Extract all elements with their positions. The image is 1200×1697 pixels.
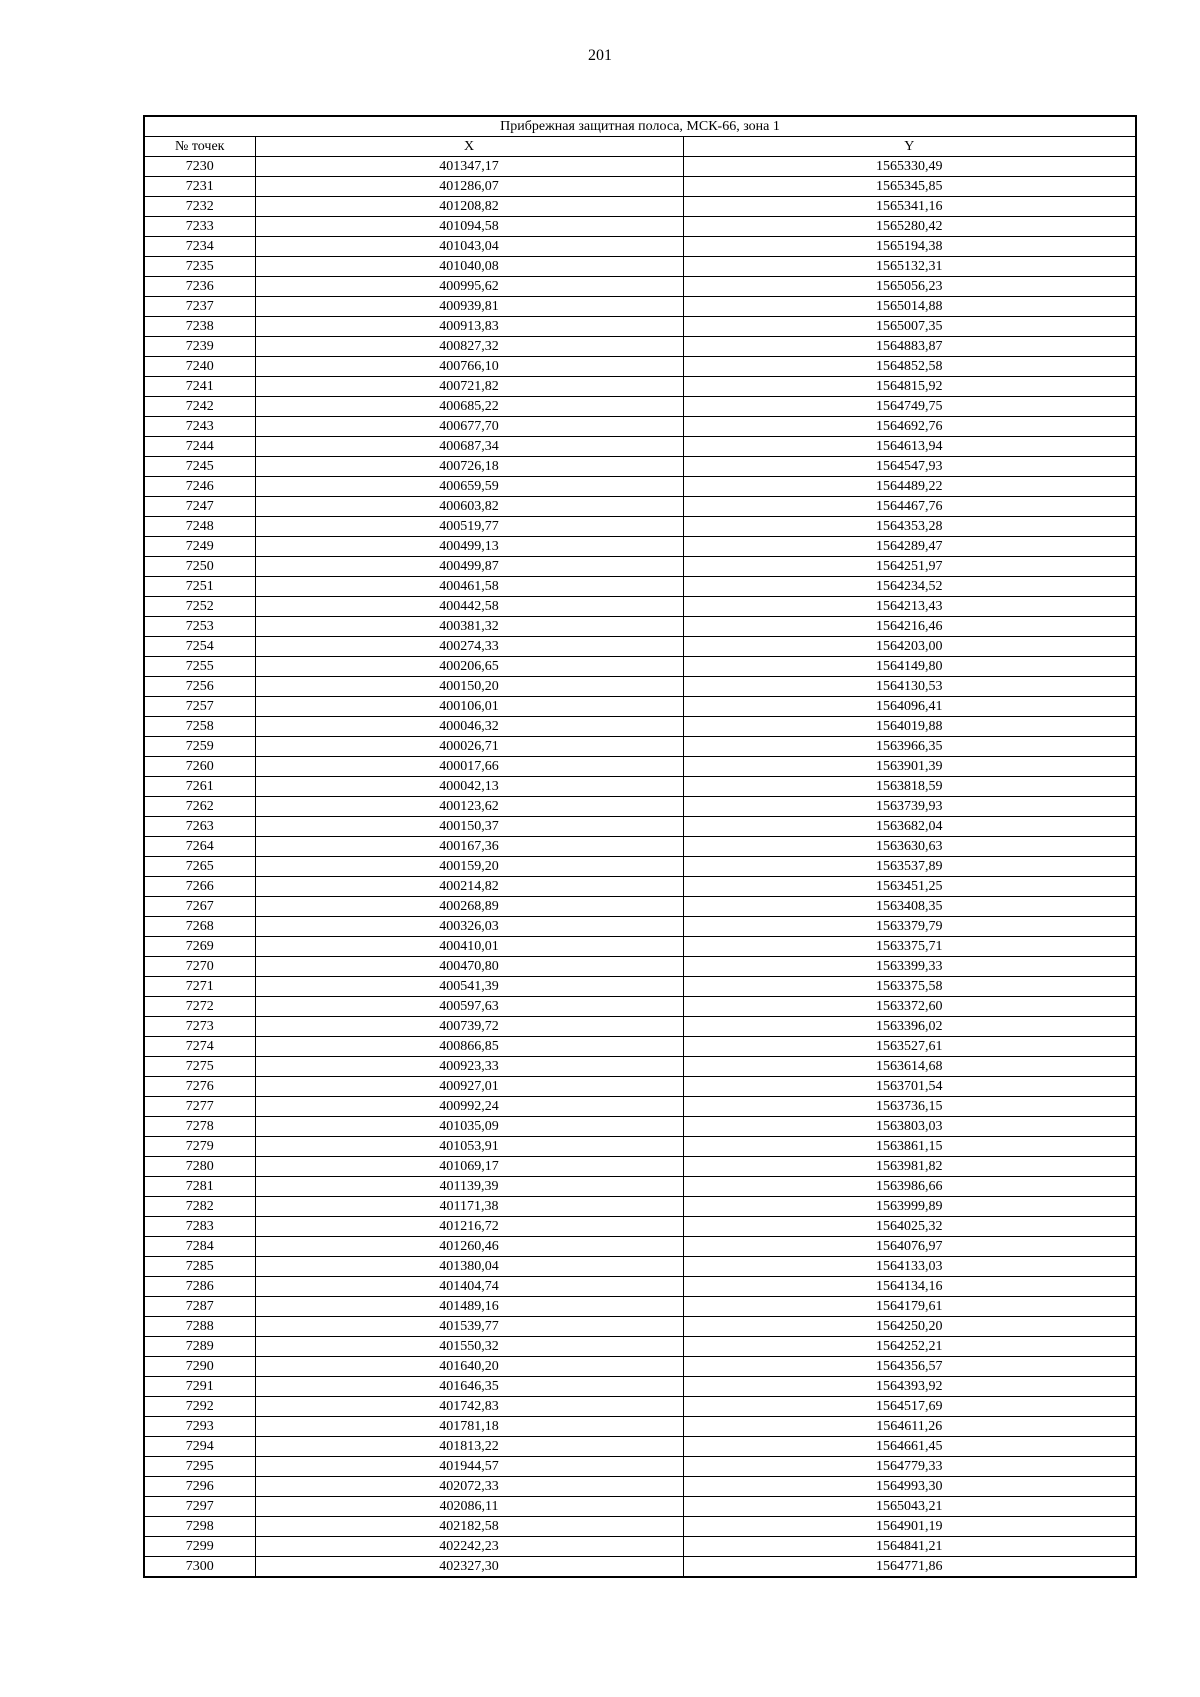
y-cell: 1563901,39 bbox=[683, 757, 1136, 777]
y-cell: 1563701,54 bbox=[683, 1077, 1136, 1097]
table-row bbox=[144, 917, 1136, 937]
x-cell: 401040,08 bbox=[255, 257, 683, 277]
point-number-cell: 7284 bbox=[144, 1237, 255, 1257]
y-cell: 1564611,26 bbox=[683, 1417, 1136, 1437]
y-cell: 1564179,61 bbox=[683, 1297, 1136, 1317]
x-cell: 400442,58 bbox=[255, 597, 683, 617]
x-cell: 401208,82 bbox=[255, 197, 683, 217]
point-number-cell: 7288 bbox=[144, 1317, 255, 1337]
point-number-cell: 7289 bbox=[144, 1337, 255, 1357]
table-row bbox=[144, 1217, 1136, 1237]
x-cell: 400923,33 bbox=[255, 1057, 683, 1077]
x-cell: 400721,82 bbox=[255, 377, 683, 397]
table-row bbox=[144, 897, 1136, 917]
x-cell: 400106,01 bbox=[255, 697, 683, 717]
point-number-cell: 7281 bbox=[144, 1177, 255, 1197]
point-number-cell: 7247 bbox=[144, 497, 255, 517]
table-row bbox=[144, 597, 1136, 617]
x-cell: 400268,89 bbox=[255, 897, 683, 917]
x-cell: 401489,16 bbox=[255, 1297, 683, 1317]
point-number-cell: 7285 bbox=[144, 1257, 255, 1277]
point-number-cell: 7231 bbox=[144, 177, 255, 197]
table-row bbox=[144, 1537, 1136, 1557]
x-cell: 400677,70 bbox=[255, 417, 683, 437]
point-number-cell: 7237 bbox=[144, 297, 255, 317]
y-cell: 1563630,63 bbox=[683, 837, 1136, 857]
x-cell: 400123,62 bbox=[255, 797, 683, 817]
y-cell: 1563739,93 bbox=[683, 797, 1136, 817]
table-row bbox=[144, 537, 1136, 557]
point-number-cell: 7252 bbox=[144, 597, 255, 617]
table-row bbox=[144, 457, 1136, 477]
table-row bbox=[144, 417, 1136, 437]
table-row bbox=[144, 1457, 1136, 1477]
x-cell: 400866,85 bbox=[255, 1037, 683, 1057]
point-number-cell: 7273 bbox=[144, 1017, 255, 1037]
y-cell: 1564251,97 bbox=[683, 557, 1136, 577]
table-row bbox=[144, 1197, 1136, 1217]
table-row bbox=[144, 477, 1136, 497]
x-cell: 400992,24 bbox=[255, 1097, 683, 1117]
x-cell: 400739,72 bbox=[255, 1017, 683, 1037]
table-row bbox=[144, 977, 1136, 997]
table-row bbox=[144, 757, 1136, 777]
x-cell: 402327,30 bbox=[255, 1557, 683, 1578]
y-cell: 1564149,80 bbox=[683, 657, 1136, 677]
table-body bbox=[144, 157, 1136, 1578]
coordinates-table bbox=[143, 115, 1137, 1578]
table-row bbox=[144, 1497, 1136, 1517]
table-row bbox=[144, 157, 1136, 177]
y-cell: 1564613,94 bbox=[683, 437, 1136, 457]
y-cell: 1564547,93 bbox=[683, 457, 1136, 477]
point-number-cell: 7275 bbox=[144, 1057, 255, 1077]
table-row bbox=[144, 837, 1136, 857]
point-number-cell: 7287 bbox=[144, 1297, 255, 1317]
y-cell: 1564393,92 bbox=[683, 1377, 1136, 1397]
x-cell: 401550,32 bbox=[255, 1337, 683, 1357]
y-cell: 1565194,38 bbox=[683, 237, 1136, 257]
table-row bbox=[144, 957, 1136, 977]
point-number-cell: 7244 bbox=[144, 437, 255, 457]
point-number-cell: 7253 bbox=[144, 617, 255, 637]
y-cell: 1564692,76 bbox=[683, 417, 1136, 437]
y-cell: 1563999,89 bbox=[683, 1197, 1136, 1217]
x-cell: 400381,32 bbox=[255, 617, 683, 637]
table-row bbox=[144, 1177, 1136, 1197]
x-cell: 401260,46 bbox=[255, 1237, 683, 1257]
x-cell: 400026,71 bbox=[255, 737, 683, 757]
x-cell: 401139,39 bbox=[255, 1177, 683, 1197]
table-row bbox=[144, 1057, 1136, 1077]
table-row bbox=[144, 1517, 1136, 1537]
table-row bbox=[144, 437, 1136, 457]
table-row bbox=[144, 697, 1136, 717]
point-number-cell: 7267 bbox=[144, 897, 255, 917]
x-cell: 400995,62 bbox=[255, 277, 683, 297]
table-row bbox=[144, 857, 1136, 877]
x-cell: 401404,74 bbox=[255, 1277, 683, 1297]
y-cell: 1563981,82 bbox=[683, 1157, 1136, 1177]
table-row bbox=[144, 717, 1136, 737]
y-cell: 1564467,76 bbox=[683, 497, 1136, 517]
point-number-cell: 7274 bbox=[144, 1037, 255, 1057]
point-number-cell: 7283 bbox=[144, 1217, 255, 1237]
x-cell: 400017,66 bbox=[255, 757, 683, 777]
y-cell: 1564096,41 bbox=[683, 697, 1136, 717]
x-cell: 400519,77 bbox=[255, 517, 683, 537]
x-cell: 401171,38 bbox=[255, 1197, 683, 1217]
table-row bbox=[144, 1017, 1136, 1037]
point-number-cell: 7232 bbox=[144, 197, 255, 217]
x-cell: 400726,18 bbox=[255, 457, 683, 477]
x-cell: 400042,13 bbox=[255, 777, 683, 797]
point-number-cell: 7286 bbox=[144, 1277, 255, 1297]
y-cell: 1564841,21 bbox=[683, 1537, 1136, 1557]
x-cell: 401781,18 bbox=[255, 1417, 683, 1437]
y-cell: 1564213,43 bbox=[683, 597, 1136, 617]
point-number-cell: 7295 bbox=[144, 1457, 255, 1477]
x-cell: 400603,82 bbox=[255, 497, 683, 517]
y-cell: 1564852,58 bbox=[683, 357, 1136, 377]
point-number-cell: 7290 bbox=[144, 1357, 255, 1377]
point-number-cell: 7299 bbox=[144, 1537, 255, 1557]
point-number-cell: 7242 bbox=[144, 397, 255, 417]
point-number-cell: 7300 bbox=[144, 1557, 255, 1578]
point-number-cell: 7265 bbox=[144, 857, 255, 877]
point-number-cell: 7280 bbox=[144, 1157, 255, 1177]
table-row bbox=[144, 617, 1136, 637]
table-row bbox=[144, 1417, 1136, 1437]
point-number-cell: 7255 bbox=[144, 657, 255, 677]
table-row bbox=[144, 1317, 1136, 1337]
y-cell: 1564815,92 bbox=[683, 377, 1136, 397]
y-cell: 1564901,19 bbox=[683, 1517, 1136, 1537]
point-number-cell: 7236 bbox=[144, 277, 255, 297]
x-cell: 400597,63 bbox=[255, 997, 683, 1017]
y-cell: 1565014,88 bbox=[683, 297, 1136, 317]
x-cell: 400410,01 bbox=[255, 937, 683, 957]
table-row bbox=[144, 237, 1136, 257]
table-row bbox=[144, 377, 1136, 397]
table-row bbox=[144, 1557, 1136, 1578]
point-number-cell: 7257 bbox=[144, 697, 255, 717]
table-row bbox=[144, 817, 1136, 837]
table-row bbox=[144, 777, 1136, 797]
y-cell: 1563396,02 bbox=[683, 1017, 1136, 1037]
point-number-cell: 7254 bbox=[144, 637, 255, 657]
y-cell: 1563451,25 bbox=[683, 877, 1136, 897]
point-number-cell: 7250 bbox=[144, 557, 255, 577]
x-cell: 400150,20 bbox=[255, 677, 683, 697]
x-cell: 401539,77 bbox=[255, 1317, 683, 1337]
table-row bbox=[144, 1337, 1136, 1357]
table-row bbox=[144, 657, 1136, 677]
x-cell: 400159,20 bbox=[255, 857, 683, 877]
x-cell: 400541,39 bbox=[255, 977, 683, 997]
y-cell: 1564025,32 bbox=[683, 1217, 1136, 1237]
x-cell: 400470,80 bbox=[255, 957, 683, 977]
y-cell: 1564134,16 bbox=[683, 1277, 1136, 1297]
point-number-cell: 7261 bbox=[144, 777, 255, 797]
x-cell: 401094,58 bbox=[255, 217, 683, 237]
point-number-cell: 7282 bbox=[144, 1197, 255, 1217]
point-number-cell: 7249 bbox=[144, 537, 255, 557]
x-cell: 402182,58 bbox=[255, 1517, 683, 1537]
y-cell: 1564993,30 bbox=[683, 1477, 1136, 1497]
table-row bbox=[144, 997, 1136, 1017]
point-number-cell: 7239 bbox=[144, 337, 255, 357]
table-row bbox=[144, 557, 1136, 577]
y-cell: 1565280,42 bbox=[683, 217, 1136, 237]
y-cell: 1565056,23 bbox=[683, 277, 1136, 297]
table-row bbox=[144, 1377, 1136, 1397]
table-row bbox=[144, 1077, 1136, 1097]
point-number-cell: 7276 bbox=[144, 1077, 255, 1097]
y-cell: 1564749,75 bbox=[683, 397, 1136, 417]
y-cell: 1563682,04 bbox=[683, 817, 1136, 837]
table-row bbox=[144, 737, 1136, 757]
table-row bbox=[144, 1397, 1136, 1417]
point-number-cell: 7271 bbox=[144, 977, 255, 997]
x-cell: 400214,82 bbox=[255, 877, 683, 897]
table-row bbox=[144, 1097, 1136, 1117]
table-row bbox=[144, 1297, 1136, 1317]
y-cell: 1564252,21 bbox=[683, 1337, 1136, 1357]
y-cell: 1564356,57 bbox=[683, 1357, 1136, 1377]
table-row bbox=[144, 257, 1136, 277]
point-number-cell: 7248 bbox=[144, 517, 255, 537]
y-cell: 1563861,15 bbox=[683, 1137, 1136, 1157]
y-cell: 1563818,59 bbox=[683, 777, 1136, 797]
y-cell: 1565345,85 bbox=[683, 177, 1136, 197]
x-cell: 401286,07 bbox=[255, 177, 683, 197]
y-cell: 1563614,68 bbox=[683, 1057, 1136, 1077]
table-row bbox=[144, 677, 1136, 697]
point-number-cell: 7233 bbox=[144, 217, 255, 237]
point-number-cell: 7245 bbox=[144, 457, 255, 477]
y-cell: 1565007,35 bbox=[683, 317, 1136, 337]
point-number-cell: 7292 bbox=[144, 1397, 255, 1417]
y-cell: 1564353,28 bbox=[683, 517, 1136, 537]
x-cell: 401216,72 bbox=[255, 1217, 683, 1237]
x-cell: 400913,83 bbox=[255, 317, 683, 337]
x-cell: 400927,01 bbox=[255, 1077, 683, 1097]
point-number-cell: 7268 bbox=[144, 917, 255, 937]
x-cell: 401742,83 bbox=[255, 1397, 683, 1417]
header-y: Y bbox=[683, 137, 1136, 157]
y-cell: 1563803,03 bbox=[683, 1117, 1136, 1137]
point-number-cell: 7230 bbox=[144, 157, 255, 177]
y-cell: 1563399,33 bbox=[683, 957, 1136, 977]
point-number-cell: 7240 bbox=[144, 357, 255, 377]
x-cell: 401035,09 bbox=[255, 1117, 683, 1137]
x-cell: 400659,59 bbox=[255, 477, 683, 497]
x-cell: 402086,11 bbox=[255, 1497, 683, 1517]
point-number-cell: 7241 bbox=[144, 377, 255, 397]
y-cell: 1564133,03 bbox=[683, 1257, 1136, 1277]
table-row bbox=[144, 1137, 1136, 1157]
table-row bbox=[144, 1237, 1136, 1257]
y-cell: 1564130,53 bbox=[683, 677, 1136, 697]
x-cell: 402242,23 bbox=[255, 1537, 683, 1557]
x-cell: 401069,17 bbox=[255, 1157, 683, 1177]
x-cell: 401944,57 bbox=[255, 1457, 683, 1477]
point-number-cell: 7269 bbox=[144, 937, 255, 957]
table-row bbox=[144, 1477, 1136, 1497]
table-row bbox=[144, 1257, 1136, 1277]
point-number-cell: 7259 bbox=[144, 737, 255, 757]
y-cell: 1564216,46 bbox=[683, 617, 1136, 637]
x-cell: 401043,04 bbox=[255, 237, 683, 257]
x-cell: 401813,22 bbox=[255, 1437, 683, 1457]
y-cell: 1563379,79 bbox=[683, 917, 1136, 937]
point-number-cell: 7256 bbox=[144, 677, 255, 697]
point-number-cell: 7294 bbox=[144, 1437, 255, 1457]
table-row bbox=[144, 337, 1136, 357]
table-caption-row bbox=[144, 116, 1136, 137]
point-number-cell: 7258 bbox=[144, 717, 255, 737]
y-cell: 1563408,35 bbox=[683, 897, 1136, 917]
point-number-cell: 7291 bbox=[144, 1377, 255, 1397]
table-row bbox=[144, 317, 1136, 337]
x-cell: 402072,33 bbox=[255, 1477, 683, 1497]
table-caption: Прибрежная защитная полоса, МСК-66, зона 1 bbox=[144, 116, 1136, 137]
point-number-cell: 7243 bbox=[144, 417, 255, 437]
point-number-cell: 7296 bbox=[144, 1477, 255, 1497]
point-number-cell: 7234 bbox=[144, 237, 255, 257]
table-row bbox=[144, 797, 1136, 817]
table-row bbox=[144, 1437, 1136, 1457]
point-number-cell: 7272 bbox=[144, 997, 255, 1017]
y-cell: 1564234,52 bbox=[683, 577, 1136, 597]
y-cell: 1564771,86 bbox=[683, 1557, 1136, 1578]
x-cell: 400939,81 bbox=[255, 297, 683, 317]
y-cell: 1563372,60 bbox=[683, 997, 1136, 1017]
y-cell: 1563375,71 bbox=[683, 937, 1136, 957]
x-cell: 400499,13 bbox=[255, 537, 683, 557]
y-cell: 1563527,61 bbox=[683, 1037, 1136, 1057]
x-cell: 400150,37 bbox=[255, 817, 683, 837]
y-cell: 1563537,89 bbox=[683, 857, 1136, 877]
x-cell: 401380,04 bbox=[255, 1257, 683, 1277]
table-row bbox=[144, 877, 1136, 897]
table-row bbox=[144, 177, 1136, 197]
table-row bbox=[144, 397, 1136, 417]
table-row bbox=[144, 297, 1136, 317]
header-point-number: № точек bbox=[144, 137, 255, 157]
table-header-row bbox=[144, 137, 1136, 157]
page-number: 201 bbox=[588, 47, 612, 64]
x-cell: 400827,32 bbox=[255, 337, 683, 357]
y-cell: 1564203,00 bbox=[683, 637, 1136, 657]
x-cell: 400461,58 bbox=[255, 577, 683, 597]
y-cell: 1565330,49 bbox=[683, 157, 1136, 177]
x-cell: 400687,34 bbox=[255, 437, 683, 457]
point-number-cell: 7270 bbox=[144, 957, 255, 977]
x-cell: 401053,91 bbox=[255, 1137, 683, 1157]
x-cell: 400046,32 bbox=[255, 717, 683, 737]
point-number-cell: 7264 bbox=[144, 837, 255, 857]
y-cell: 1564661,45 bbox=[683, 1437, 1136, 1457]
point-number-cell: 7297 bbox=[144, 1497, 255, 1517]
header-x: X bbox=[255, 137, 683, 157]
point-number-cell: 7238 bbox=[144, 317, 255, 337]
x-cell: 401646,35 bbox=[255, 1377, 683, 1397]
y-cell: 1565132,31 bbox=[683, 257, 1136, 277]
point-number-cell: 7293 bbox=[144, 1417, 255, 1437]
y-cell: 1565043,21 bbox=[683, 1497, 1136, 1517]
table-row bbox=[144, 937, 1136, 957]
y-cell: 1564076,97 bbox=[683, 1237, 1136, 1257]
y-cell: 1564779,33 bbox=[683, 1457, 1136, 1477]
table-row bbox=[144, 1357, 1136, 1377]
table-row bbox=[144, 1277, 1136, 1297]
x-cell: 400326,03 bbox=[255, 917, 683, 937]
table-row bbox=[144, 517, 1136, 537]
y-cell: 1565341,16 bbox=[683, 197, 1136, 217]
x-cell: 400685,22 bbox=[255, 397, 683, 417]
table-row bbox=[144, 357, 1136, 377]
point-number-cell: 7262 bbox=[144, 797, 255, 817]
point-number-cell: 7279 bbox=[144, 1137, 255, 1157]
x-cell: 401347,17 bbox=[255, 157, 683, 177]
point-number-cell: 7235 bbox=[144, 257, 255, 277]
table-row bbox=[144, 1037, 1136, 1057]
y-cell: 1563966,35 bbox=[683, 737, 1136, 757]
y-cell: 1564289,47 bbox=[683, 537, 1136, 557]
table-row bbox=[144, 1117, 1136, 1137]
y-cell: 1563375,58 bbox=[683, 977, 1136, 997]
point-number-cell: 7277 bbox=[144, 1097, 255, 1117]
y-cell: 1564517,69 bbox=[683, 1397, 1136, 1417]
y-cell: 1564883,87 bbox=[683, 337, 1136, 357]
y-cell: 1563986,66 bbox=[683, 1177, 1136, 1197]
y-cell: 1564250,20 bbox=[683, 1317, 1136, 1337]
table-row bbox=[144, 217, 1136, 237]
x-cell: 400206,65 bbox=[255, 657, 683, 677]
point-number-cell: 7298 bbox=[144, 1517, 255, 1537]
x-cell: 401640,20 bbox=[255, 1357, 683, 1377]
point-number-cell: 7251 bbox=[144, 577, 255, 597]
point-number-cell: 7266 bbox=[144, 877, 255, 897]
table-row bbox=[144, 497, 1136, 517]
x-cell: 400274,33 bbox=[255, 637, 683, 657]
table-row bbox=[144, 277, 1136, 297]
x-cell: 400766,10 bbox=[255, 357, 683, 377]
y-cell: 1564489,22 bbox=[683, 477, 1136, 497]
x-cell: 400499,87 bbox=[255, 557, 683, 577]
table-row bbox=[144, 577, 1136, 597]
x-cell: 400167,36 bbox=[255, 837, 683, 857]
point-number-cell: 7246 bbox=[144, 477, 255, 497]
y-cell: 1564019,88 bbox=[683, 717, 1136, 737]
table-row bbox=[144, 1157, 1136, 1177]
y-cell: 1563736,15 bbox=[683, 1097, 1136, 1117]
table-row bbox=[144, 197, 1136, 217]
point-number-cell: 7260 bbox=[144, 757, 255, 777]
table-row bbox=[144, 637, 1136, 657]
point-number-cell: 7263 bbox=[144, 817, 255, 837]
point-number-cell: 7278 bbox=[144, 1117, 255, 1137]
